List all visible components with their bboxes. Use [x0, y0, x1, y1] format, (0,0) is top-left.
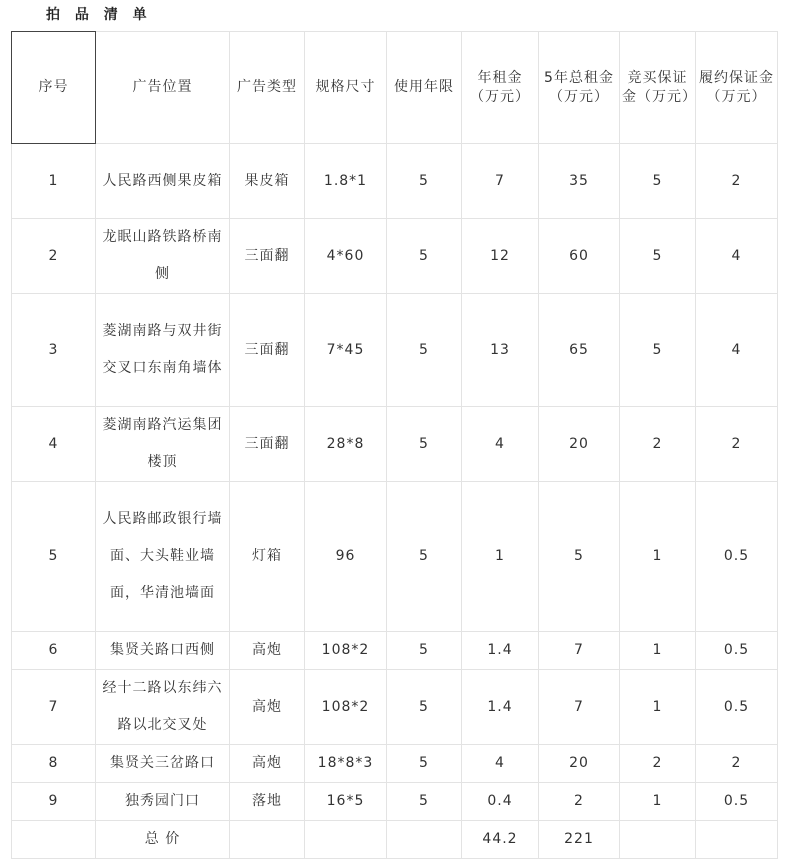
- item-five-year-rent: 20: [539, 745, 620, 783]
- total-annual-rent: 44.2: [462, 821, 539, 859]
- item-size: 1.8*1: [305, 144, 387, 219]
- item-five-year-rent: 65: [539, 294, 620, 407]
- item-number: 3: [12, 294, 96, 407]
- total-label: 总 价: [96, 821, 230, 859]
- item-bid-deposit: 5: [620, 294, 696, 407]
- item-number: 2: [12, 219, 96, 294]
- item-bid-deposit: 2: [620, 745, 696, 783]
- total-empty-cell: [230, 821, 305, 859]
- item-number: 1: [12, 144, 96, 219]
- table-row: [12, 294, 778, 407]
- total-empty-cell: [696, 821, 778, 859]
- item-location: 人民路西侧果皮箱: [96, 144, 230, 219]
- item-size: 96: [305, 482, 387, 632]
- item-type: 果皮箱: [230, 144, 305, 219]
- item-number: 7: [12, 670, 96, 745]
- item-number: 4: [12, 407, 96, 482]
- item-bid-deposit: 5: [620, 144, 696, 219]
- item-annual-rent: 1: [462, 482, 539, 632]
- total-row: [12, 821, 778, 859]
- item-years: 5: [387, 294, 462, 407]
- item-location: 独秀园门口: [96, 783, 230, 821]
- table-header-row: [12, 32, 778, 144]
- item-number: 8: [12, 745, 96, 783]
- header-cell: [620, 32, 696, 144]
- header-cell: 广告类型: [230, 32, 305, 144]
- total-five-year-rent: 221: [539, 821, 620, 859]
- table-row: [12, 482, 778, 632]
- item-bid-deposit: 5: [620, 219, 696, 294]
- table-row: [12, 219, 778, 294]
- item-years: 5: [387, 632, 462, 670]
- header-cell: 规格尺寸: [305, 32, 387, 144]
- item-performance-deposit: 0.5: [696, 670, 778, 745]
- table-row: [12, 632, 778, 670]
- item-number: 5: [12, 482, 96, 632]
- item-location: 龙眠山路铁路桥南侧: [96, 219, 230, 294]
- item-five-year-rent: 2: [539, 783, 620, 821]
- header-cell: 广告位置: [96, 32, 230, 144]
- header-cell: 使用年限: [387, 32, 462, 144]
- total-empty-cell: [387, 821, 462, 859]
- item-five-year-rent: 7: [539, 632, 620, 670]
- item-five-year-rent: 35: [539, 144, 620, 219]
- item-annual-rent: 12: [462, 219, 539, 294]
- item-performance-deposit: 0.5: [696, 632, 778, 670]
- item-years: 5: [387, 670, 462, 745]
- item-years: 5: [387, 745, 462, 783]
- table-row: [12, 407, 778, 482]
- total-empty-cell: [620, 821, 696, 859]
- item-size: 108*2: [305, 670, 387, 745]
- item-years: 5: [387, 219, 462, 294]
- item-location: 集贤关三岔路口: [96, 745, 230, 783]
- item-location: 经十二路以东纬六路以北交叉处: [96, 670, 230, 745]
- item-years: 5: [387, 144, 462, 219]
- page-title: 拍 品 清 单: [46, 7, 152, 23]
- item-annual-rent: 7: [462, 144, 539, 219]
- item-size: 18*8*3: [305, 745, 387, 783]
- table-row: [12, 745, 778, 783]
- item-type: 三面翻: [230, 219, 305, 294]
- header-cell-text: 竞买保证金（万元）: [622, 69, 697, 105]
- header-cell-text: 年租金（万元）: [470, 69, 530, 105]
- table-body: [12, 144, 778, 821]
- item-bid-deposit: 1: [620, 670, 696, 745]
- item-type: 灯箱: [230, 482, 305, 632]
- item-performance-deposit: 0.5: [696, 783, 778, 821]
- item-type: 三面翻: [230, 294, 305, 407]
- item-performance-deposit: 2: [696, 407, 778, 482]
- item-five-year-rent: 7: [539, 670, 620, 745]
- auction-items-table: [11, 31, 778, 859]
- item-type: 三面翻: [230, 407, 305, 482]
- item-annual-rent: 1.4: [462, 632, 539, 670]
- item-annual-rent: 0.4: [462, 783, 539, 821]
- item-type: 高炮: [230, 745, 305, 783]
- header-cell: [539, 32, 620, 144]
- item-bid-deposit: 1: [620, 482, 696, 632]
- item-five-year-rent: 60: [539, 219, 620, 294]
- item-location: 菱湖南路与双井街交叉口东南角墙体: [96, 294, 230, 407]
- header-cell-text: 履约保证金（万元）: [699, 69, 774, 105]
- table-row: [12, 783, 778, 821]
- item-size: 7*45: [305, 294, 387, 407]
- item-annual-rent: 13: [462, 294, 539, 407]
- item-size: 4*60: [305, 219, 387, 294]
- item-years: 5: [387, 407, 462, 482]
- item-bid-deposit: 2: [620, 407, 696, 482]
- item-annual-rent: 4: [462, 407, 539, 482]
- item-location: 菱湖南路汽运集团楼顶: [96, 407, 230, 482]
- item-years: 5: [387, 482, 462, 632]
- item-annual-rent: 4: [462, 745, 539, 783]
- header-cell: [462, 32, 539, 144]
- item-five-year-rent: 20: [539, 407, 620, 482]
- total-empty-cell: [305, 821, 387, 859]
- item-annual-rent: 1.4: [462, 670, 539, 745]
- item-size: 108*2: [305, 632, 387, 670]
- item-location: 集贤关路口西侧: [96, 632, 230, 670]
- table-row: [12, 670, 778, 745]
- item-location: 人民路邮政银行墙面、大头鞋业墙面，华清池墙面: [96, 482, 230, 632]
- header-cell: [696, 32, 778, 144]
- item-number: 9: [12, 783, 96, 821]
- item-bid-deposit: 1: [620, 783, 696, 821]
- item-size: 28*8: [305, 407, 387, 482]
- item-type: 高炮: [230, 632, 305, 670]
- item-number: 6: [12, 632, 96, 670]
- item-years: 5: [387, 783, 462, 821]
- header-cell-text: 5年总租金（万元）: [544, 69, 614, 105]
- item-performance-deposit: 4: [696, 219, 778, 294]
- item-five-year-rent: 5: [539, 482, 620, 632]
- total-empty-cell: [12, 821, 96, 859]
- table-row: [12, 144, 778, 219]
- item-size: 16*5: [305, 783, 387, 821]
- item-performance-deposit: 2: [696, 745, 778, 783]
- item-performance-deposit: 4: [696, 294, 778, 407]
- item-bid-deposit: 1: [620, 632, 696, 670]
- item-type: 高炮: [230, 670, 305, 745]
- item-performance-deposit: 2: [696, 144, 778, 219]
- item-performance-deposit: 0.5: [696, 482, 778, 632]
- header-cell: 序号: [12, 32, 96, 144]
- item-type: 落地: [230, 783, 305, 821]
